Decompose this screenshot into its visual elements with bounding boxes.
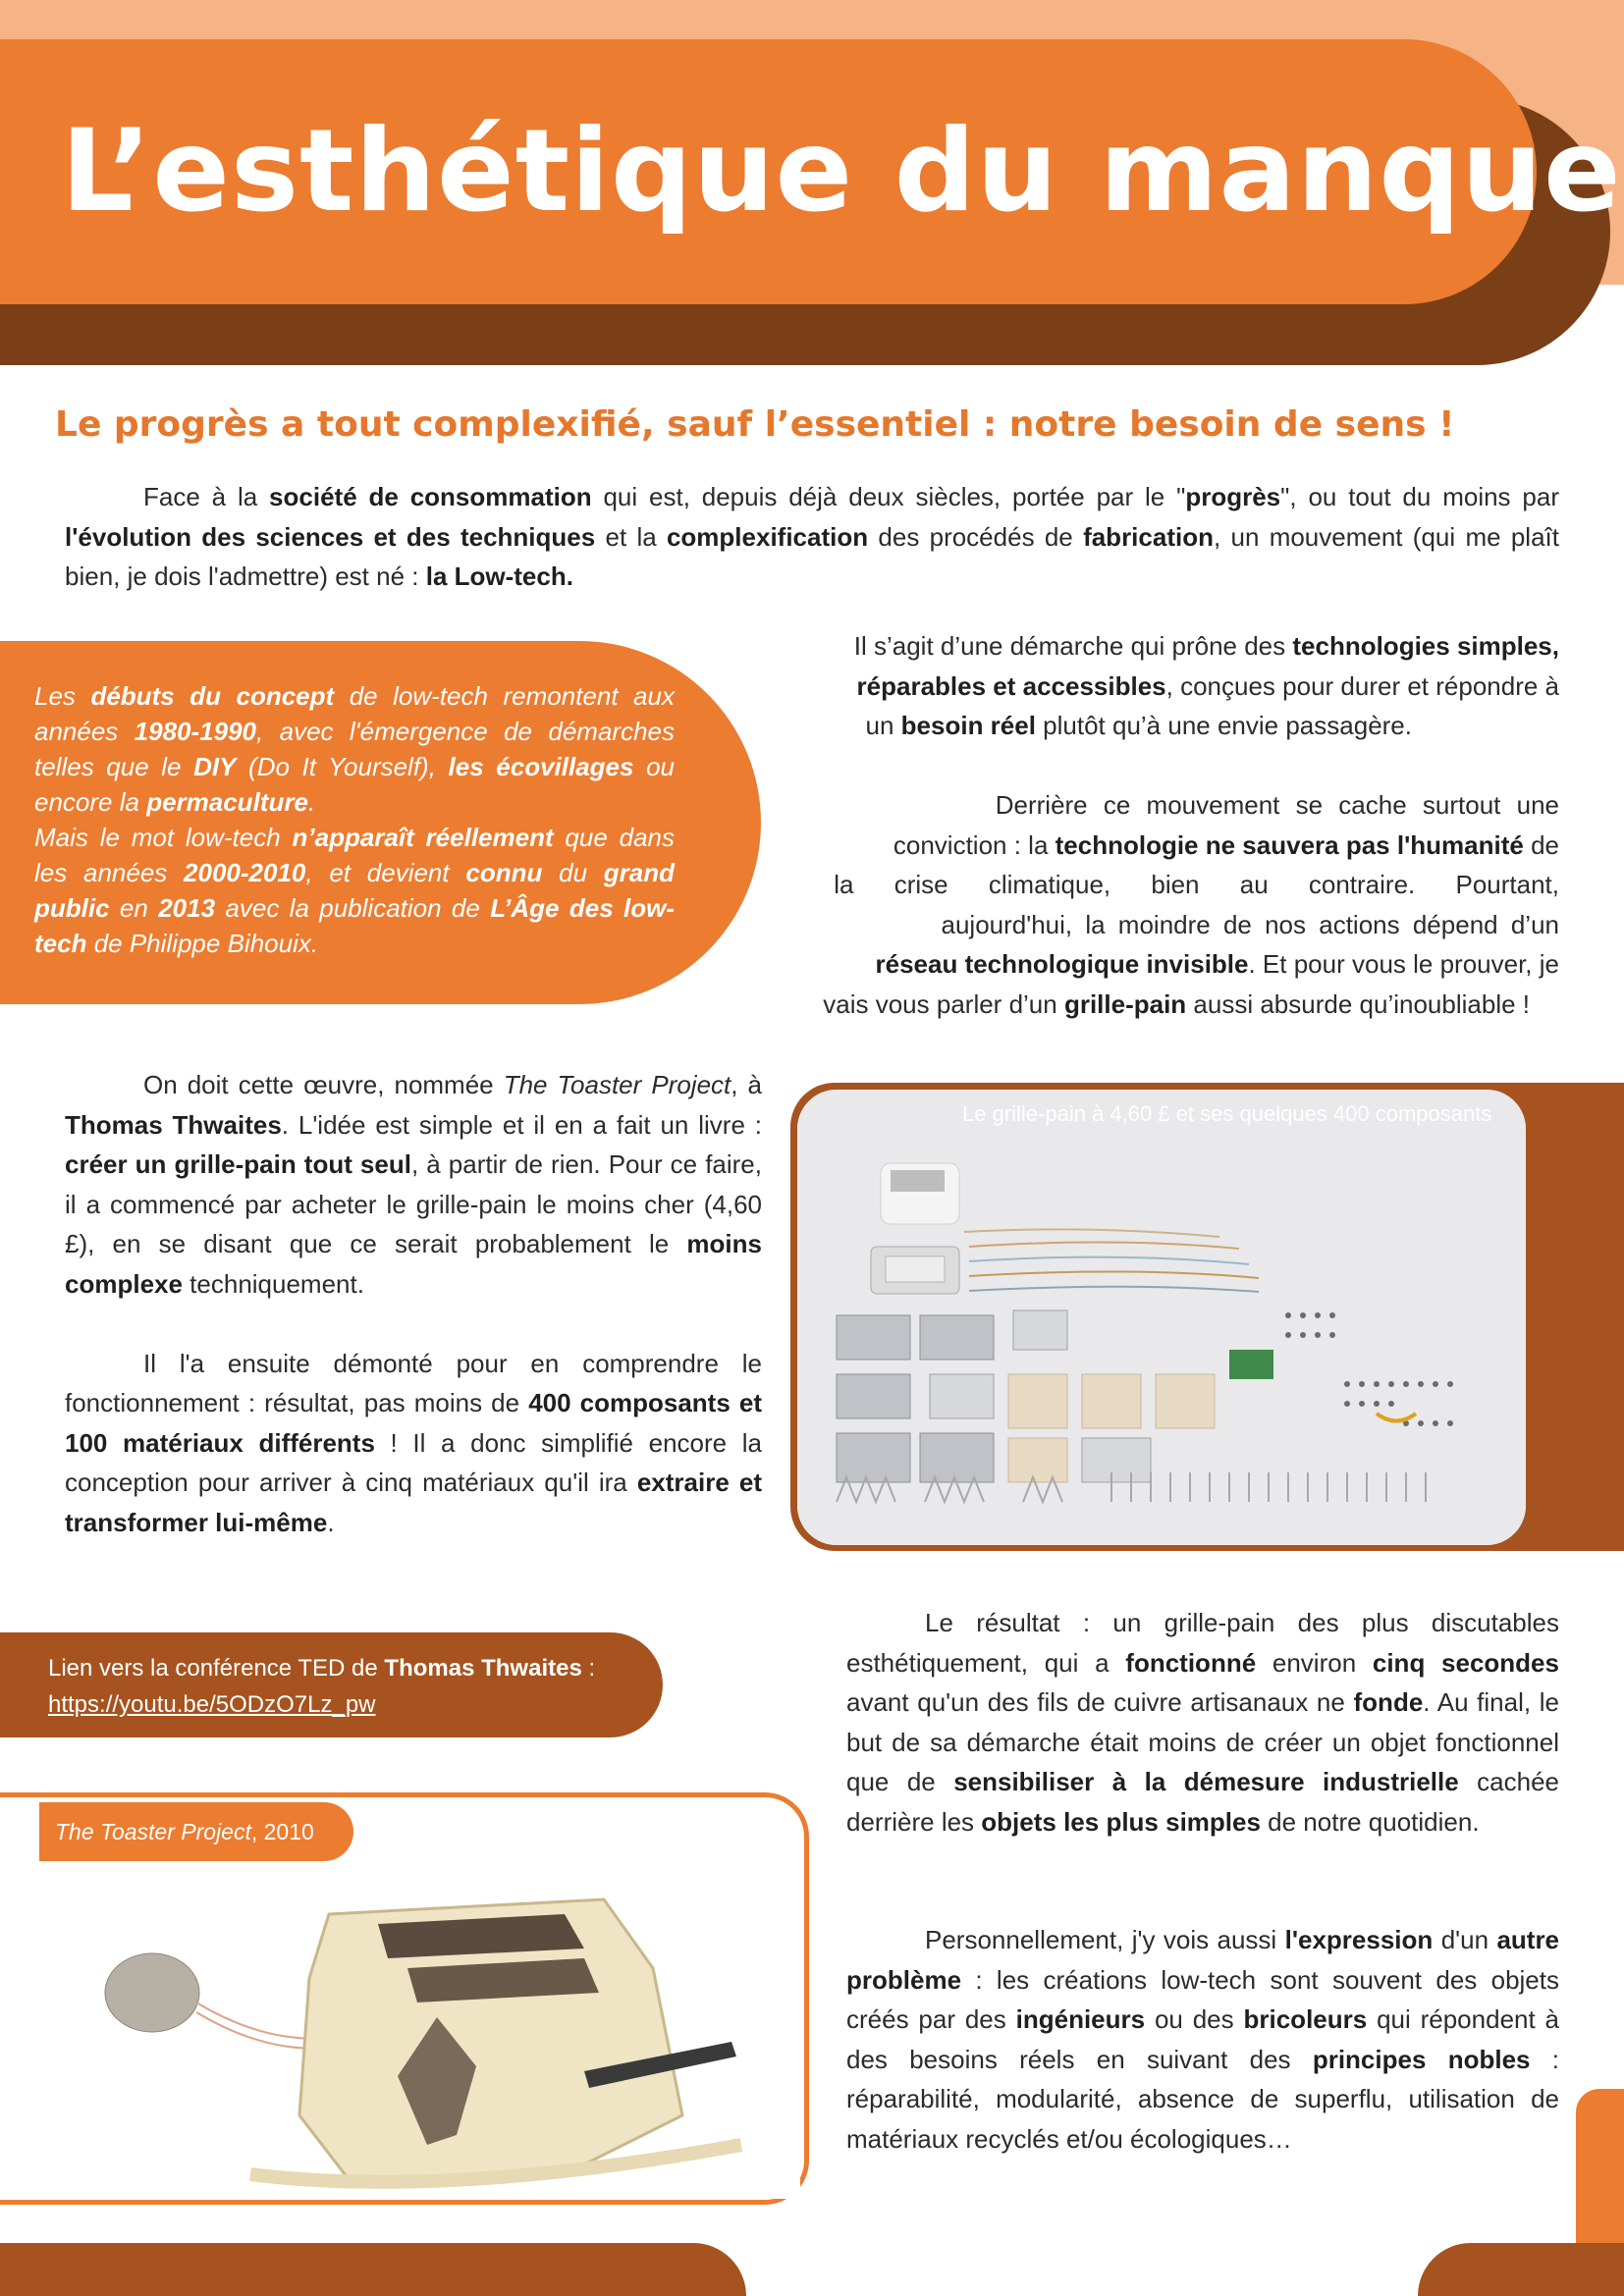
toaster-project-photo <box>54 1821 800 2199</box>
page-subtitle: Le progrès a tout complexifié, sauf l’essentiel : notre besoin de sens ! <box>55 404 1455 445</box>
text-line <box>479 746 1559 786</box>
personal-paragraph: Personnellement, j'y vois aussi l'expression d'un autre problème : les créations low-tech sont souvent des objets créés par des ingénieurs ou des bricoleurs qui répondent à des besoins réels en suivant des principes nobles : réparabilité, modularité, absence de superflu, utilisation de matériaux recyclés et/ou écologiques… <box>846 1925 1560 2154</box>
ted-link-text: Lien vers la conférence TED de Thomas Thwaites : https://youtu.be/5ODzO7Lz_pw <box>48 1655 596 1718</box>
text-line: vais vous parler d’un grille-pain aussi absurde qu’inoubliable ! <box>823 988 1530 1019</box>
text-line: Derrière ce mouvement se cache surtout une <box>995 790 1559 820</box>
ted-video-link[interactable]: https://youtu.be/5ODzO7Lz_pw <box>48 1691 376 1718</box>
components-photo-caption: Le grille-pain à 4,60 £ et ses quelques 400 composants <box>962 1101 1492 1126</box>
text-line: réparables et accessibles, conçues pour durer et répondre à <box>856 670 1559 701</box>
text-line: aujourd'hui, la moindre de nos actions dépend d’un <box>941 909 1559 939</box>
page-title: L’esthétique du manque <box>61 105 1622 238</box>
text-line: un besoin réel plutôt qu’à une envie passagère. <box>865 711 1412 740</box>
result-paragraph: Le résultat : un grille-pain des plus discutables esthétiquement, qui a fonctionné environ cinq secondes avant qu'un des fils de cuivre artisanaux ne fonde. Au final, le but de sa démarche était moins de créer un objet fonctionnel que de sensibiliser à la démesure industrielle cachée derrière les objets les plus simples de notre quotidien. <box>846 1608 1559 1837</box>
toaster-project-text <box>65 1065 762 1542</box>
toaster-photo-caption: The Toaster Project, 2010 <box>55 1819 314 1844</box>
components-illustration <box>797 1090 1526 1545</box>
footer-bar-left <box>0 2243 746 2296</box>
history-text: Les débuts du concept de low-tech remontent aux années 1980-1990, avec l'émergence de démarches telles que le DIY (Do It Yourself), les écovillages ou encore la permaculture. Mais le mot low-tech n’apparaît réellement que dans les années 2000-2010, et devient connu du grand public en 2013 avec la publication de L’Âge des low-tech de Philippe Bihouix. <box>34 681 676 958</box>
low-tech-definition <box>479 626 1559 1024</box>
text-line: réseau technologique invisible. Et pour vous le prouver, je <box>875 949 1559 979</box>
toaster-paragraph-2: Il l'a ensuite démonté pour en comprendre le fonctionnement : résultat, pas moins de 400 composants et 100 matériaux différents ! Il a donc simplifié encore la conception pour arriver à cinq matériaux qu'il ira extraire et transformer lui-même. <box>65 1348 762 1537</box>
toaster-components-photo <box>797 1090 1526 1545</box>
text-line: conviction : la technologie ne sauvera pas l'humanité de <box>893 829 1559 860</box>
text-line: la crise climatique, bien au contraire. Pourtant, <box>834 870 1559 899</box>
text-line: Il s’agit d’une démarche qui prône des technologies simples, <box>853 631 1559 661</box>
intro-paragraph: Face à la société de consommation qui est, depuis déjà deux siècles, portée par le "progrès", ou tout du moins par l'évolution des sciences et des techniques et la complexification des procédés de fabrication, un mouvement (qui me plaît bien, je dois l'admettre) est né : la Low-tech. <box>65 482 1559 591</box>
homemade-toaster-illustration <box>54 1821 800 2199</box>
footer-bar-right <box>1418 2243 1624 2296</box>
toaster-paragraph-1: On doit cette œuvre, nommée The Toaster Project, à Thomas Thwaites. L'idée est simple et il en a fait un livre : créer un grille-pain tout seul, à partir de rien. Pour ce faire, il a commencé par acheter le grille-pain le moins cher (4,60 £), en se disant que ce serait probablement le moins complexe techniquement. <box>65 1070 762 1299</box>
